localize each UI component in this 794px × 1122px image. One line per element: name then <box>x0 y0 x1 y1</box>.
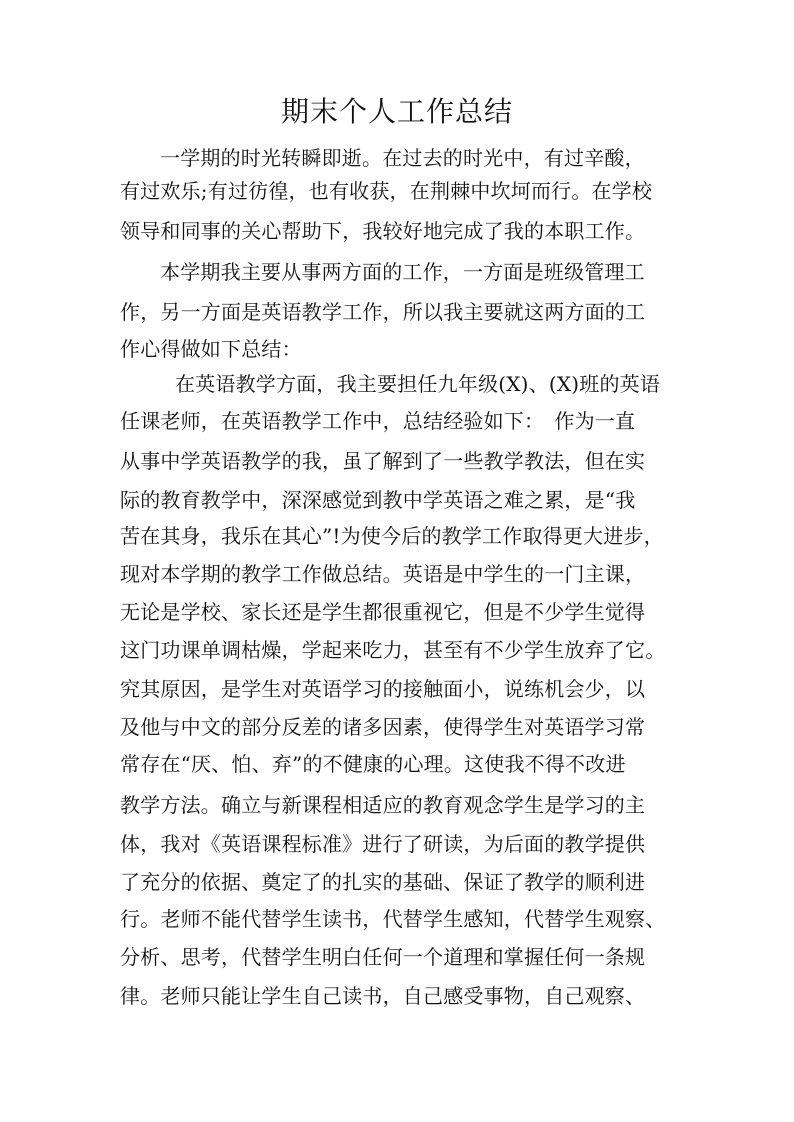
text-line: 这门功课单调枯燥，学起来吃力，甚至有不少学生放弃了它。 <box>120 638 666 662</box>
text-line: 究其原因，是学生对英语学习的接触面小，说练机会少，以 <box>120 677 646 701</box>
text-line: 任课老师，在英语教学工作中，总结经验如下： 作为一直 <box>120 409 636 433</box>
text-line: 一学期的时光转瞬即逝。在过去的时光中，有过辛酸， <box>160 146 645 170</box>
text-line: 分析、思考，代替学生明白任何一个道理和掌握任何一条规 <box>120 945 646 969</box>
text-line: 作心得做如下总结： <box>120 337 302 361</box>
text-line: 体，我对《英语课程标准》进行了研读，为后面的教学提供 <box>120 832 646 856</box>
text-line: 常存在“厌、怕、弃”的不健康的心理。这使我不得不改进 <box>120 752 626 776</box>
text-line: 有过欢乐;有过彷徨，也有收获，在荆棘中坎坷而行。在学校 <box>120 179 653 203</box>
text-line: 律。老师只能让学生自己读书，自己感受事物，自己观察、 <box>120 984 646 1008</box>
text-line: 了充分的依据、奠定了的扎实的基础、保证了教学的顺利进 <box>120 870 646 894</box>
text-line: 无论是学校、家长还是学生都很重视它，但是不少学生觉得 <box>120 600 646 624</box>
text-line: 及他与中文的部分反差的诸多因素，使得学生对英语学习常 <box>120 715 646 739</box>
text-line: 苦在其身，我乐在其心”!为使今后的教学工作取得更大进步， <box>120 524 664 548</box>
text-line: 本学期我主要从事两方面的工作，一方面是班级管理工 <box>160 260 645 284</box>
text-line: 现对本学期的教学工作做总结。英语是中学生的一门主课， <box>120 562 646 586</box>
text-line: 作，另一方面是英语教学工作，所以我主要就这两方面的工 <box>120 300 646 324</box>
text-line: 在英语教学方面，我主要担任九年级(X)、(X)班的英语 <box>175 372 661 396</box>
text-line: 行。老师不能代替学生读书，代替学生感知，代替学生观察、 <box>120 907 666 931</box>
text-line: 际的教育教学中，深深感觉到教中学英语之难之累，是“我 <box>120 488 636 512</box>
page-title: 期末个人工作总结 <box>280 95 513 128</box>
text-line: 领导和同事的关心帮助下，我较好地完成了我的本职工作。 <box>120 219 646 243</box>
text-line: 教学方法。确立与新课程相适应的教育观念学生是学习的主 <box>120 793 646 817</box>
text-line: 从事中学英语教学的我，虽了解到了一些教学教法，但在实 <box>120 449 646 473</box>
